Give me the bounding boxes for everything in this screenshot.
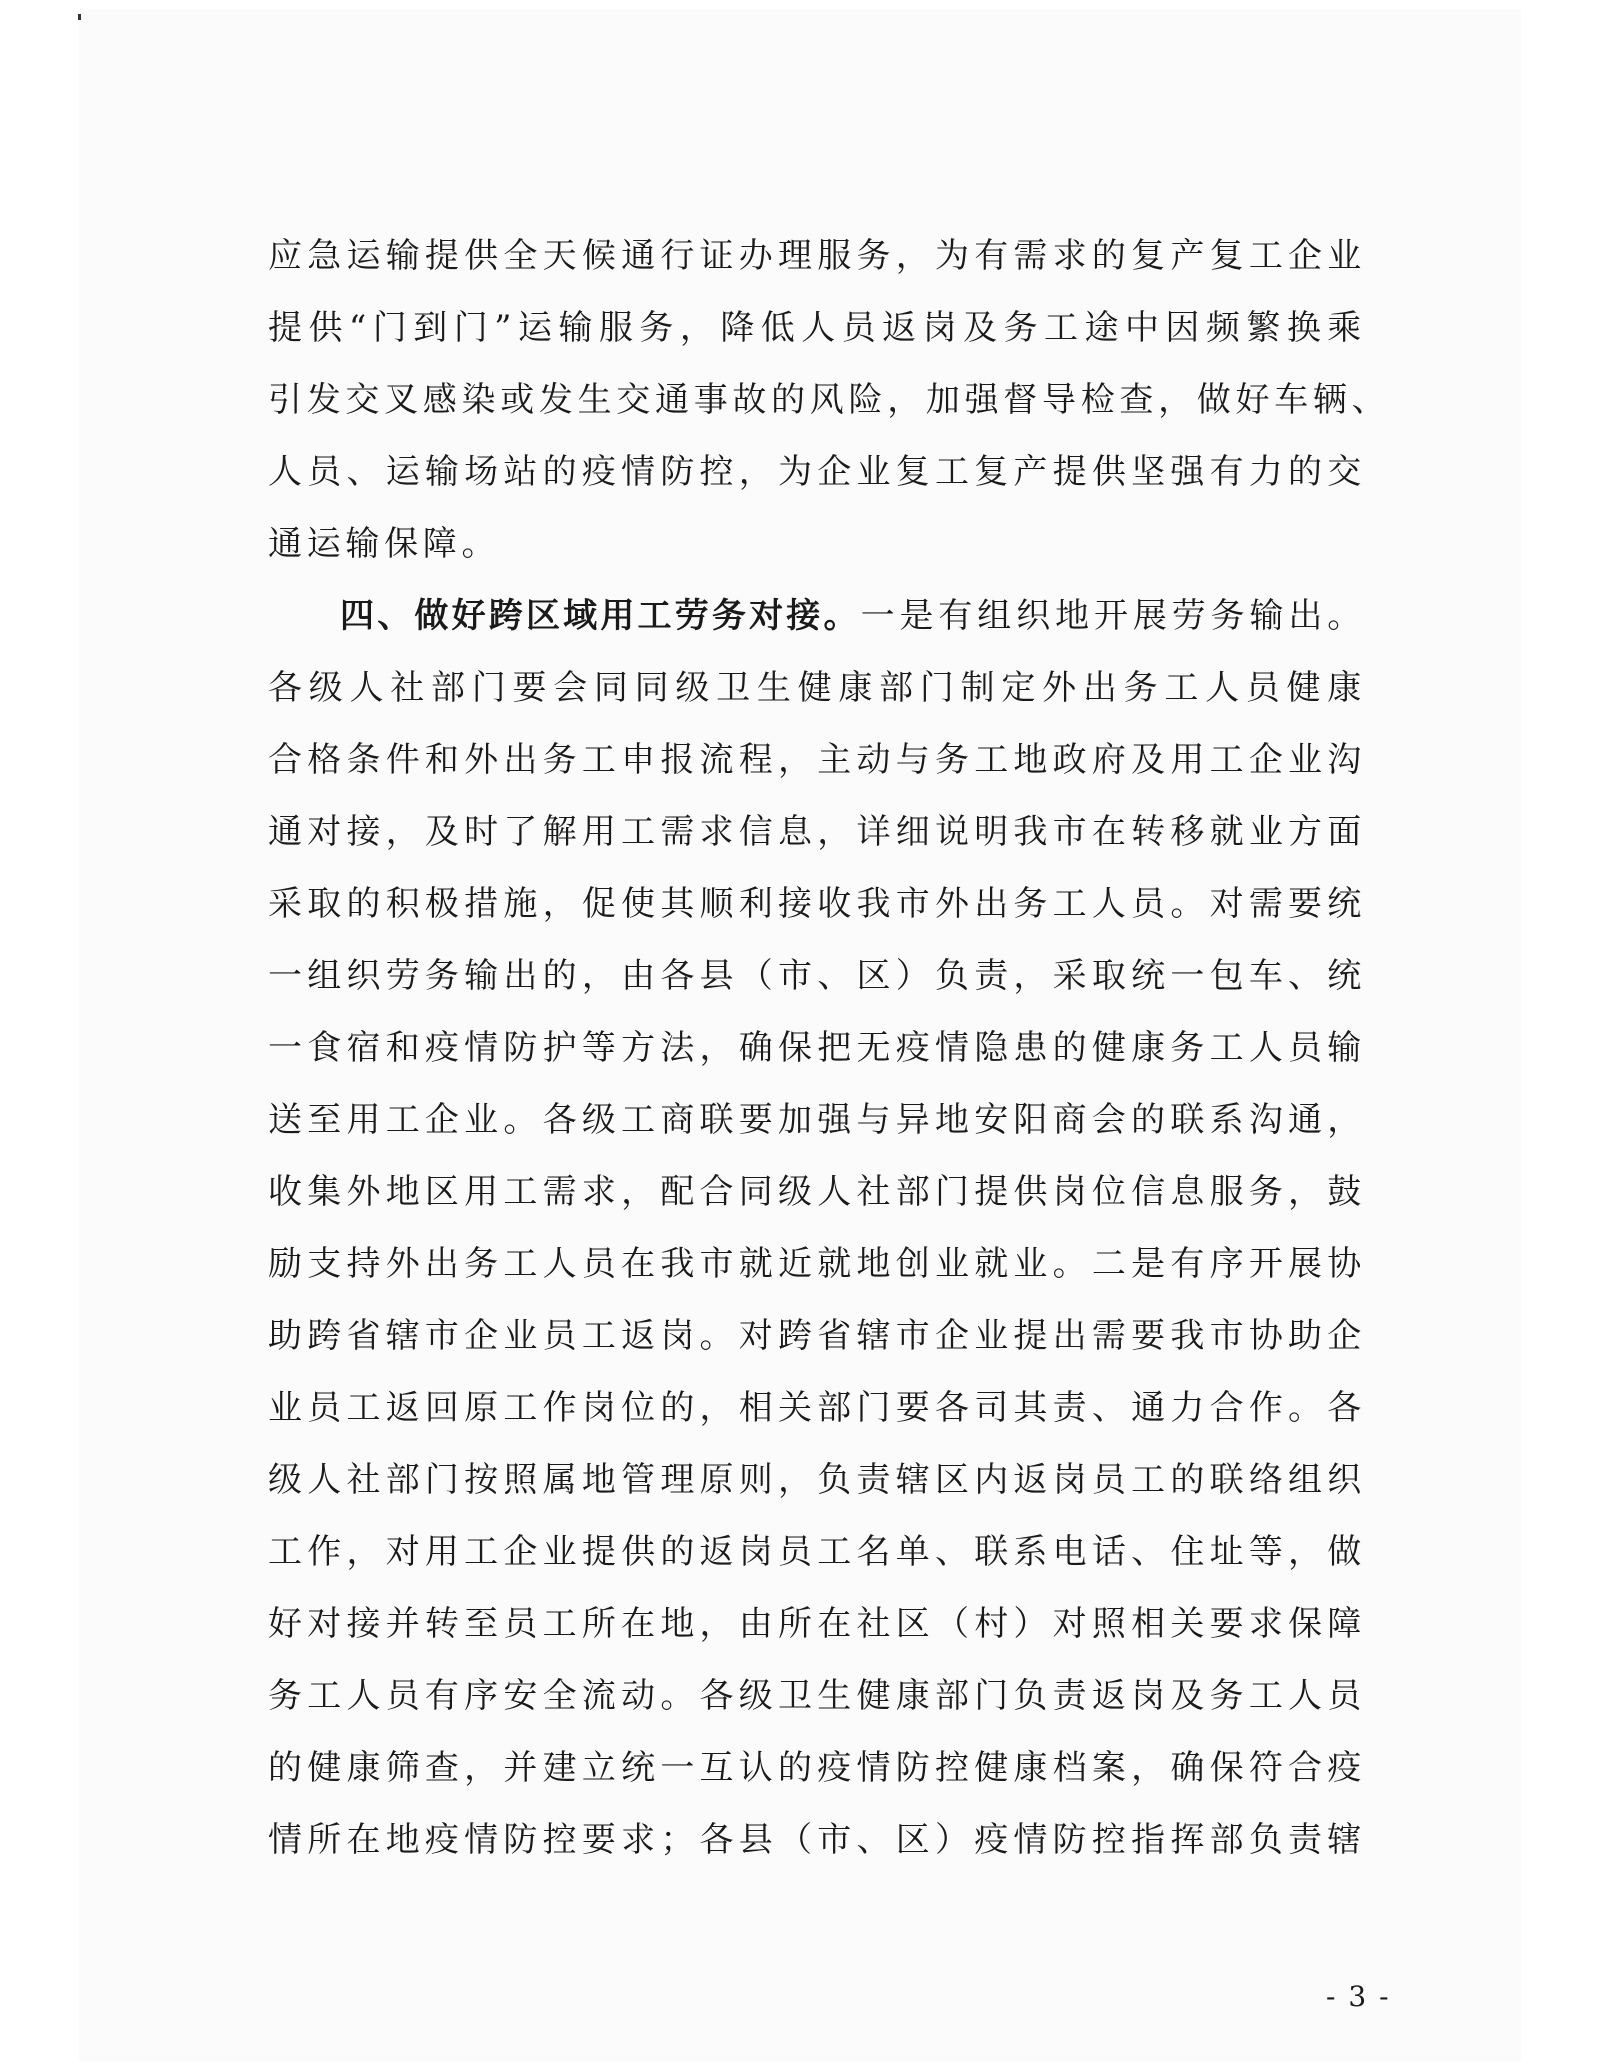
text-line: 应急运输提供全天候通行证办理服务，为有需求的复产复工企业 bbox=[268, 236, 1366, 276]
section-4-heading: 四、做好跨区域用工劳务对接。 bbox=[340, 596, 861, 636]
text-line: 业员工返回原工作岗位的，相关部门要各司其责、通力合作。各 bbox=[268, 1388, 1366, 1428]
text-line: 工作，对用工企业提供的返岗员工名单、联系电话、住址等，做 bbox=[268, 1532, 1366, 1572]
scan-corner-mark bbox=[78, 14, 81, 20]
section-4-first-line bbox=[268, 580, 1366, 652]
text-line: 采取的积极措施，促使其顺利接收我市外出务工人员。对需要统 bbox=[268, 884, 1366, 924]
text-line: 的健康筛查，并建立统一互认的疫情防控健康档案，确保符合疫 bbox=[268, 1748, 1366, 1788]
text-line: 励支持外出务工人员在我市就近就地创业就业。二是有序开展协 bbox=[268, 1244, 1366, 1284]
text-line: 引发交叉感染或发生交通事故的风险，加强督导检查，做好车辆、 bbox=[268, 380, 1391, 420]
text-line: 提供“门到门”运输服务，降低人员返岗及务工途中因频繁换乘 bbox=[268, 308, 1366, 348]
text-line: 通运输保障。 bbox=[268, 524, 501, 564]
text-line: 收集外地区用工需求，配合同级人社部门提供岗位信息服务，鼓 bbox=[268, 1172, 1366, 1212]
text-line: 通对接，及时了解用工需求信息，详细说明我市在转移就业方面 bbox=[268, 812, 1366, 852]
text-line: 好对接并转至员工所在地，由所在社区（村）对照相关要求保障 bbox=[268, 1604, 1366, 1644]
section-4-first-line-rest: 一是有组织地开展劳务输出。 bbox=[860, 596, 1366, 636]
text-line: 务工人员有序安全流动。各级卫生健康部门负责返岗及务工人员 bbox=[268, 1676, 1366, 1716]
text-line: 合格条件和外出务工申报流程，主动与务工地政府及用工企业沟 bbox=[268, 740, 1366, 780]
text-line: 各级人社部门要会同同级卫生健康部门制定外出务工人员健康 bbox=[268, 668, 1366, 708]
text-line: 级人社部门按照属地管理原则，负责辖区内返岗员工的联络组织 bbox=[268, 1460, 1366, 1500]
page-number: - 3 - bbox=[1326, 1980, 1391, 2013]
text-line: 一食宿和疫情防护等方法，确保把无疫情隐患的健康务工人员输 bbox=[268, 1028, 1366, 1068]
text-line: 情所在地疫情防控要求；各县（市、区）疫情防控指挥部负责辖 bbox=[268, 1820, 1366, 1860]
document-body bbox=[268, 220, 1391, 1876]
text-line: 助跨省辖市企业员工返岗。对跨省辖市企业提出需要我市协助企 bbox=[268, 1316, 1366, 1356]
text-line: 送至用工企业。各级工商联要加强与异地安阳商会的联系沟通， bbox=[268, 1100, 1366, 1140]
text-line: 人员、运输场站的疫情防控，为企业复工复产提供坚强有力的交 bbox=[268, 452, 1366, 492]
text-line: 一组织劳务输出的，由各县（市、区）负责，采取统一包车、统 bbox=[268, 956, 1366, 996]
